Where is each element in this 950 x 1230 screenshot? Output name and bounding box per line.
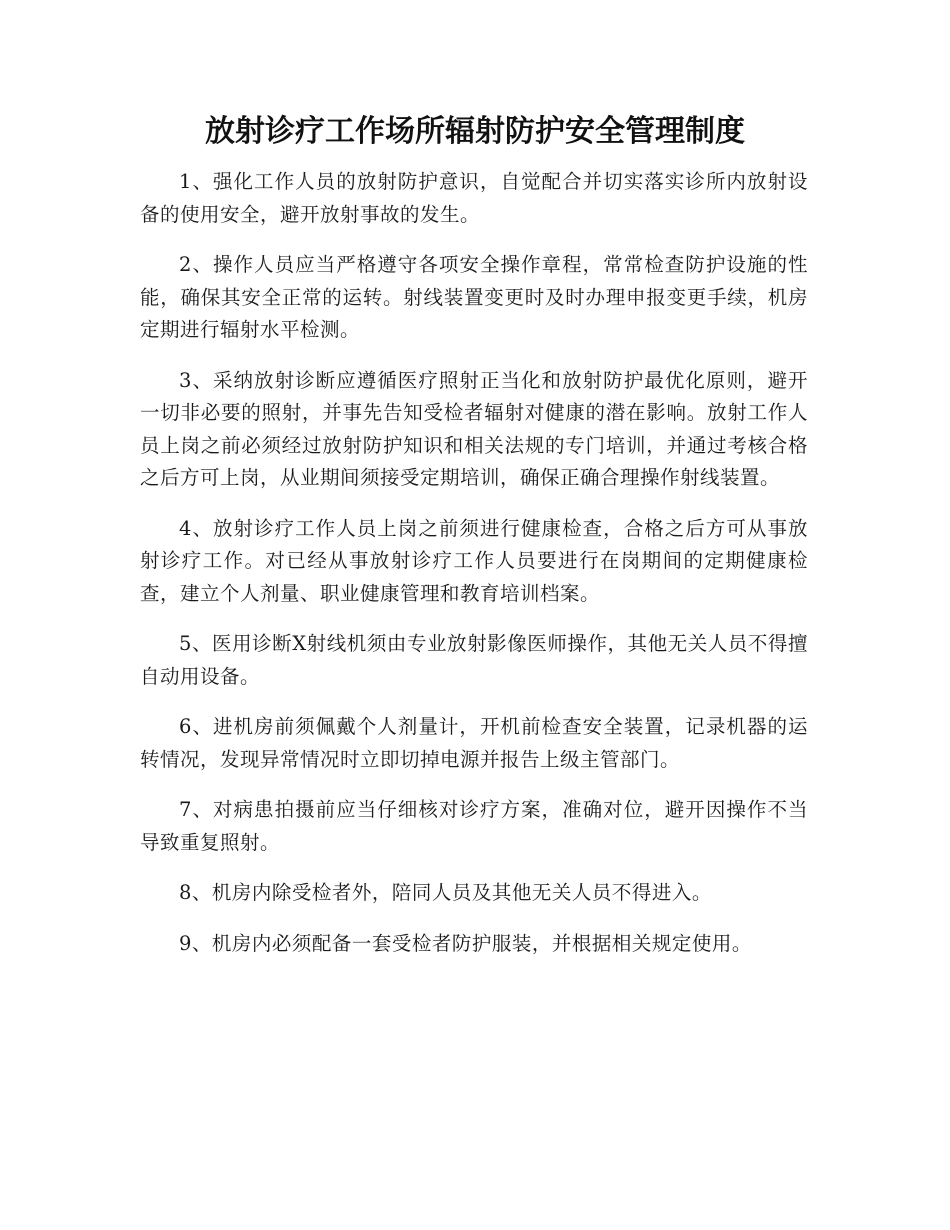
paragraph-9: 9、机房内必须配备一套受检者防护服装，并根据相关规定使用。 <box>179 931 752 955</box>
paragraph-3: 3、采纳放射诊断应遵循医疗照射正当化和放射防护最优化原则，避开一切非必要的照射，并事先告知受检者辐射对健康的潜在影响。放射工作人员上岗之前必须经过放射防护知识和相关法规的专门培训，并通过考核合格之后方可上岗，从业期间须接受定期培训，确保正确合理操作射线装置。 <box>140 368 808 489</box>
document-title: 放射诊疗工作场所辐射防护安全管理制度 <box>205 114 745 149</box>
paragraph-7: 7、对病患拍摄前应当仔细核对诊疗方案，准确对位，避开因操作不当导致重复照射。 <box>140 798 808 854</box>
paragraph-4: 4、放射诊疗工作人员上岗之前须进行健康检查，合格之后方可从事放射诊疗工作。对已经从事放射诊疗工作人员要进行在岗期间的定期健康检查，建立个人剂量、职业健康管理和教育培训档案。 <box>140 516 808 605</box>
paragraph-5: 5、医用诊断X射线机须由专业放射影像医师操作，其他无关人员不得擅自动用设备。 <box>140 632 808 688</box>
paragraph-8: 8、机房内除受检者外，陪同人员及其他无关人员不得进入。 <box>179 881 712 904</box>
paragraph-2: 2、操作人员应当严格遵守各项安全操作章程，常常检查防护设施的性能，确保其安全正常的运转。射线装置变更时及时办理申报变更手续，机房定期进行辐射水平检测。 <box>140 253 808 341</box>
document-body <box>140 166 808 978</box>
paragraph-6: 6、进机房前须佩戴个人剂量计，开机前检查安全装置，记录机器的运转情况，发现异常情况时立即切掉电源并报告上级主管部门。 <box>140 715 808 771</box>
paragraph-1: 1、强化工作人员的放射防护意识，自觉配合并切实落实诊所内放射设备的使用安全，避开放射事故的发生。 <box>140 170 808 226</box>
